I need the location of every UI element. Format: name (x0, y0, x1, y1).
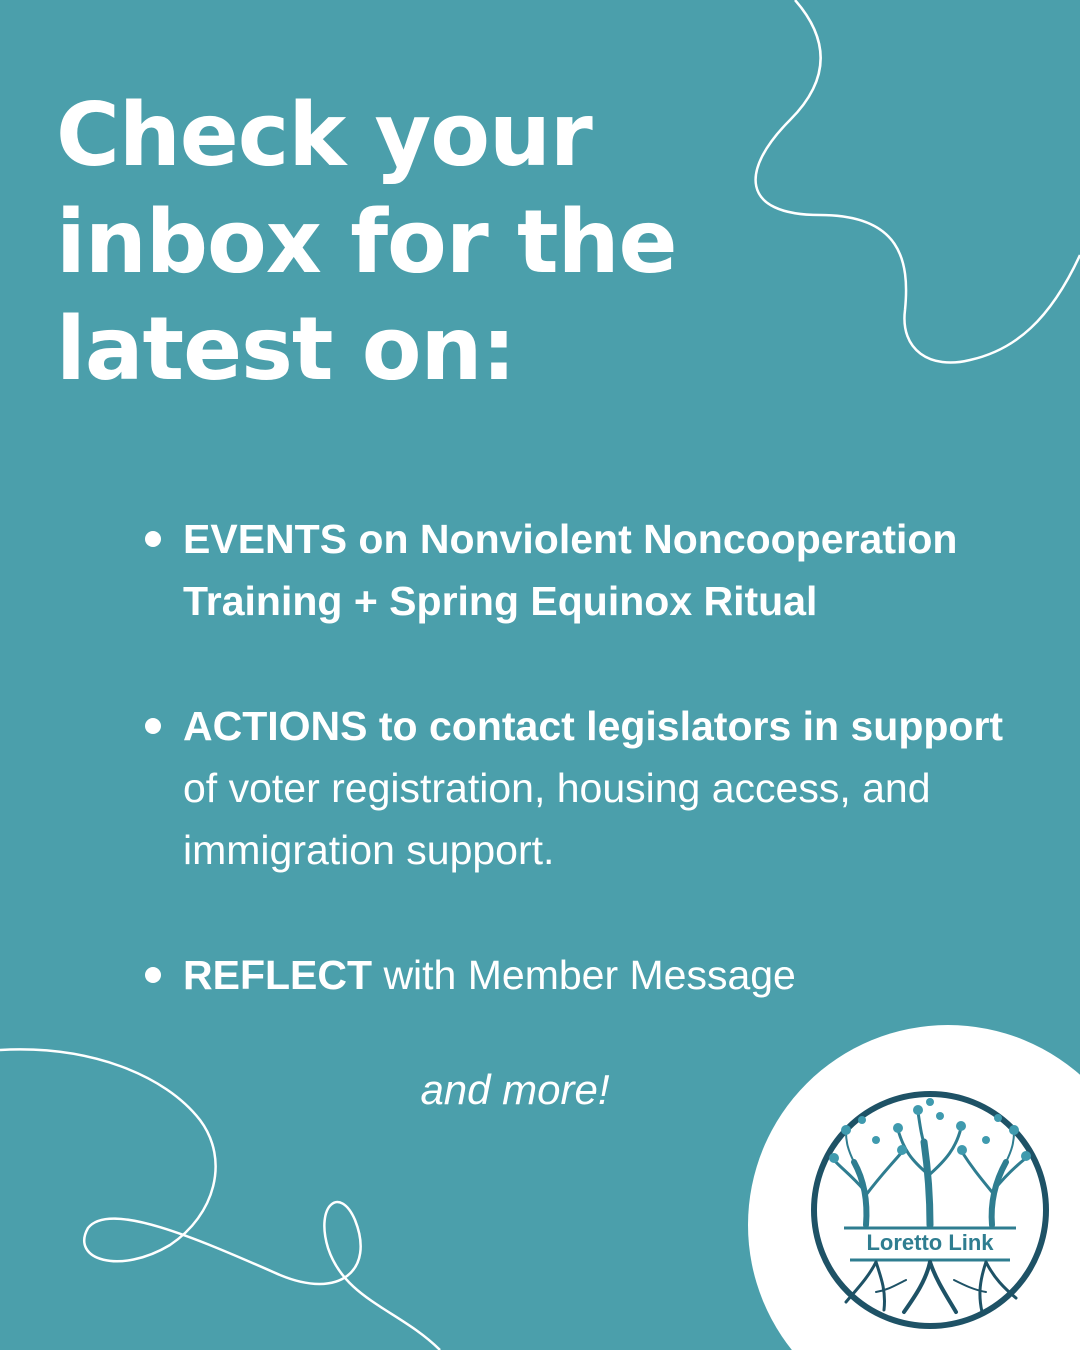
bullet-regular-text: of voter registration, housing access, and immigration support. (183, 765, 931, 873)
bullet-list (140, 508, 1040, 1006)
bullet-dot-icon (145, 967, 161, 983)
bullet-regular-text: with Member Message (372, 952, 796, 998)
bullet-bold-text: REFLECT (183, 952, 373, 998)
headline-line-3: latest on: (56, 298, 516, 400)
loretto-link-logo (806, 1080, 1054, 1340)
headline-line-2: inbox for the (56, 191, 677, 293)
and-more-text: and more! (420, 1066, 610, 1113)
list-item (140, 695, 1040, 881)
bullet-bold-text: ACTIONS to contact legislators in support (183, 703, 1004, 749)
bullet-bold-text: EVENTS on Nonviolent Noncooperation Training + Spring Equinox Ritual (183, 516, 958, 624)
bullet-dot-icon (145, 531, 161, 547)
headline (56, 82, 816, 403)
bullet-dot-icon (145, 718, 161, 734)
headline-line-1: Check your (56, 84, 592, 186)
list-item (140, 508, 1040, 632)
list-item (140, 944, 1040, 1006)
logo-text: Loretto Link (866, 1230, 994, 1255)
